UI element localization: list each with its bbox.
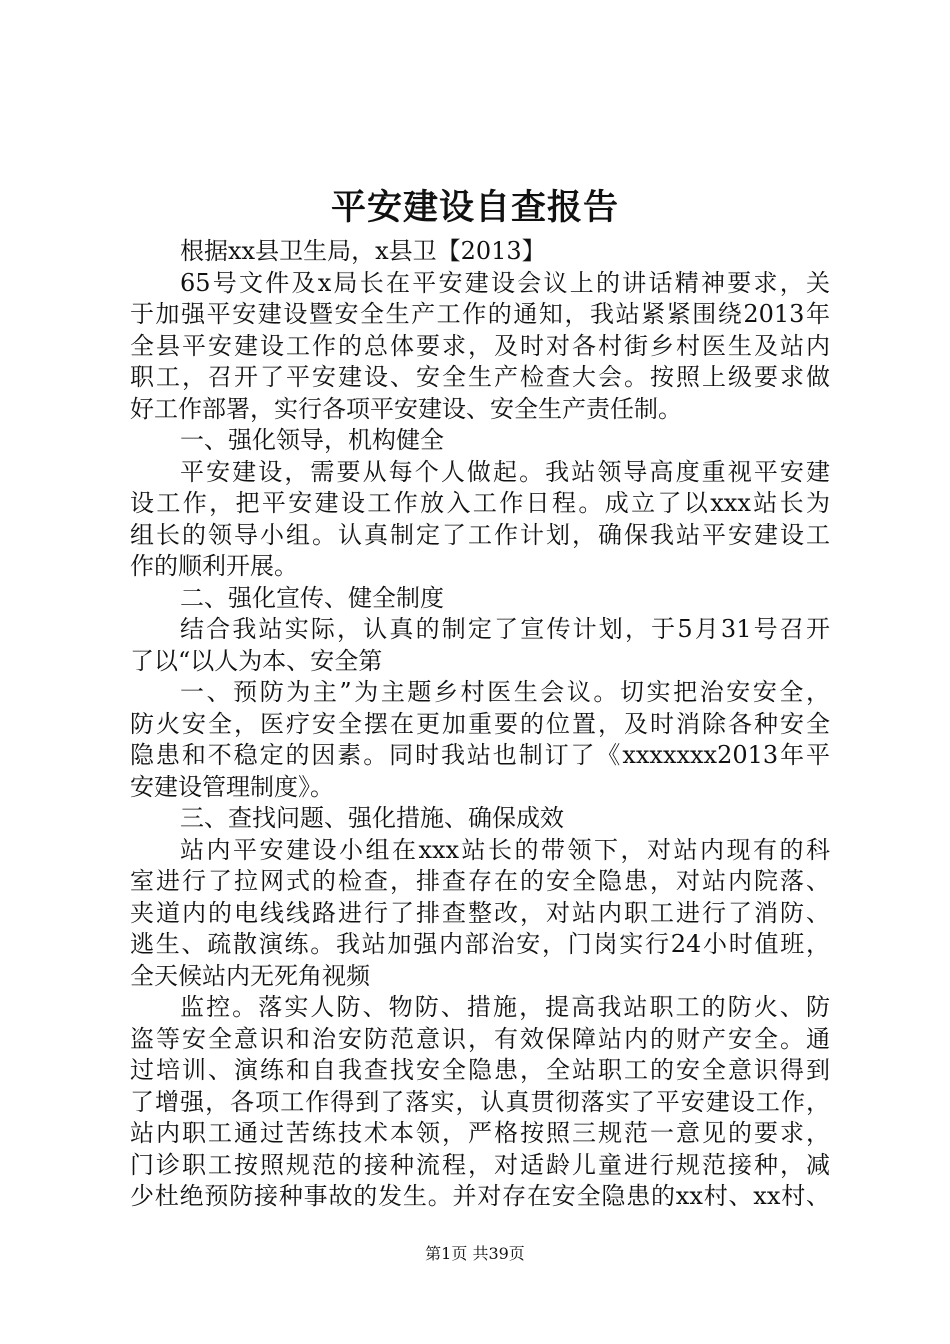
paragraph-line: 了以“以人为本、安全第: [130, 646, 383, 675]
paragraph-line: 组长的领导小组。认真制定了工作计划，确保我站平安建设工: [130, 520, 830, 549]
paragraph-line: 门诊职工按照规范的接种流程，对适龄儿童进行规范接种，减: [130, 1150, 830, 1179]
paragraph-line: 过培训、演练和自我查找安全隐患，全站职工的安全意识得到: [130, 1056, 830, 1084]
paragraph-line: 监控。落实人防、物防、措施，提高我站职工的防火、防: [180, 993, 830, 1021]
paragraph-line: 室进行了拉网式的检查，排查存在的安全隐患，对站内院落、: [130, 867, 830, 895]
paragraph-line: 盗等安全意识和治安防范意识，有效保障站内的财产安全。通: [130, 1024, 830, 1053]
paragraph-line: 65号文件及x局长在平安建设会议上的讲话精神要求，关: [180, 268, 830, 297]
paragraph-line: 作的顺利开展。: [130, 552, 298, 580]
paragraph-line: 全县平安建设工作的总体要求，及时对各村街乡村医生及站内: [130, 331, 830, 360]
page-number-footer: 第1页 共39页: [425, 1244, 525, 1263]
paragraph-line: 根据xx县卫生局，x县卫【2013】: [180, 237, 546, 265]
paragraph-line: 站内职工通过苦练技术本领，严格按照三规范一意见的要求，: [130, 1119, 830, 1147]
paragraph-line: 好工作部署，实行各项平安建设、安全生产责任制。: [130, 394, 682, 423]
paragraph-line: 了增强，各项工作得到了落实，认真贯彻落实了平安建设工作，: [130, 1087, 830, 1116]
paragraph-line: 防火安全，医疗安全摆在更加重要的位置，及时消除各种安全: [130, 709, 830, 738]
paragraph-line: 职工，召开了平安建设、安全生产检查大会。按照上级要求做: [130, 363, 830, 391]
paragraph-line: 站内平安建设小组在xxx站长的带领下，对站内现有的科: [180, 835, 830, 864]
section-heading: 一、强化领导，机构健全: [180, 426, 444, 454]
document-title: 平安建设自查报告: [330, 187, 619, 228]
section-heading: 三、查找问题、强化措施、确保成效: [180, 804, 564, 832]
paragraph-line: 少杜绝预防接种事故的发生。并对存在安全隐患的xx村、xx村、: [130, 1182, 830, 1210]
section-heading: 二、强化宣传、健全制度: [180, 583, 444, 612]
paragraph-line: 夹道内的电线线路进行了排查整改，对站内职工进行了消防、: [130, 898, 830, 927]
paragraph-line: 一、预防为主”为主题乡村医生会议。切实把治安安全，: [180, 678, 830, 706]
paragraph-line: 全天候站内无死角视频: [130, 961, 370, 990]
paragraph-line: 设工作，把平安建设工作放入工作日程。成立了以xxx站长为: [130, 489, 830, 517]
paragraph-line: 平安建设，需要从每个人做起。我站领导高度重视平安建: [180, 457, 830, 486]
paragraph-line: 逃生、疏散演练。我站加强内部治安，门岗实行24小时值班，: [130, 930, 830, 958]
paragraph-line: 隐患和不稳定的因素。同时我站也制订了《xxxxxxx2013年平: [130, 741, 830, 769]
paragraph-line: 结合我站实际，认真的制定了宣传计划，于5月31号召开: [180, 615, 830, 643]
paragraph-line: 于加强平安建设暨安全生产工作的通知，我站紧紧围绕2013年: [130, 300, 830, 328]
paragraph-line: 安建设管理制度》。: [130, 772, 334, 801]
document-body: [130, 236, 830, 1213]
